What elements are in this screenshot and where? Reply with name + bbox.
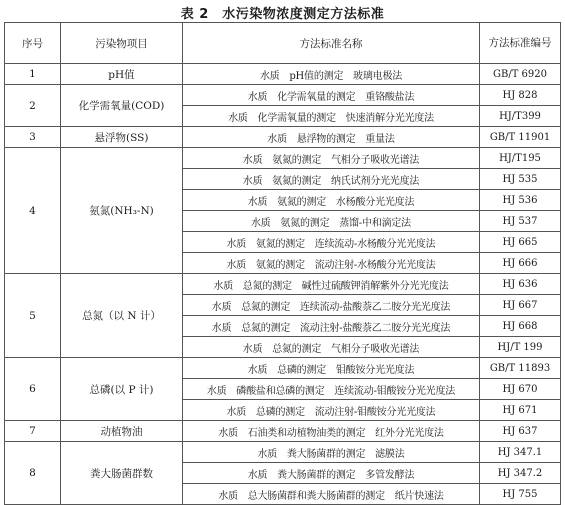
cell-method-name: 水质 悬浮物的测定 重量法 [183, 127, 480, 148]
cell-standard-number: HJ 671 [480, 400, 561, 421]
cell-method-name: 水质 总磷的测定 钼酸铵分光光度法 [183, 358, 480, 379]
cell-standard-number: GB/T 6920 [480, 64, 561, 85]
cell-method-name: 水质 粪大肠菌群的测定 多管发酵法 [183, 463, 480, 484]
table-row [5, 85, 561, 106]
table-row [5, 274, 561, 295]
cell-seq: 2 [5, 85, 61, 127]
cell-seq: 4 [5, 148, 61, 274]
header-seq: 序号 [5, 23, 61, 64]
cell-standard-number: GB/T 11893 [480, 358, 561, 379]
header-row [5, 23, 561, 64]
cell-seq: 1 [5, 64, 61, 85]
cell-standard-number: HJ 536 [480, 190, 561, 211]
cell-method-name: 水质 氨氮的测定 纳氏试剂分光光度法 [183, 169, 480, 190]
cell-standard-number: HJ 665 [480, 232, 561, 253]
cell-standard-number: HJ 636 [480, 274, 561, 295]
table-row [5, 64, 561, 85]
cell-standard-number: HJ/T195 [480, 148, 561, 169]
cell-standard-number: HJ 535 [480, 169, 561, 190]
cell-method-name: 水质 氨氮的测定 蒸馏-中和滴定法 [183, 211, 480, 232]
cell-method-name: 水质 氨氮的测定 连续流动-水杨酸分光光度法 [183, 232, 480, 253]
cell-method-name: 水质 总氮的测定 流动注射-盐酸萘乙二胺分光光度法 [183, 316, 480, 337]
cell-pollutant: 动植物油 [61, 421, 183, 442]
cell-standard-number: HJ 755 [480, 484, 561, 505]
cell-method-name: 水质 氨氮的测定 气相分子吸收光谱法 [183, 148, 480, 169]
cell-method-name: 水质 pH值的测定 玻璃电极法 [183, 64, 480, 85]
methods-table [4, 22, 561, 505]
table-row [5, 148, 561, 169]
cell-standard-number: HJ 670 [480, 379, 561, 400]
cell-method-name: 水质 磷酸盐和总磷的测定 连续流动-钼酸铵分光光度法 [183, 379, 480, 400]
cell-method-name: 水质 氨氮的测定 流动注射-水杨酸分光光度法 [183, 253, 480, 274]
header-item: 污染物项目 [61, 23, 183, 64]
table-row [5, 358, 561, 379]
cell-pollutant: 化学需氧量(COD) [61, 85, 183, 127]
cell-standard-number: HJ 667 [480, 295, 561, 316]
cell-method-name: 水质 总氮的测定 连续流动-盐酸萘乙二胺分光光度法 [183, 295, 480, 316]
cell-standard-number: HJ 537 [480, 211, 561, 232]
cell-standard-number: HJ 637 [480, 421, 561, 442]
cell-standard-number: HJ/T399 [480, 106, 561, 127]
cell-standard-number: HJ/T 199 [480, 337, 561, 358]
cell-pollutant: 悬浮物(SS) [61, 127, 183, 148]
cell-standard-number: HJ 347.1 [480, 442, 561, 463]
cell-method-name: 水质 石油类和动植物油类的测定 红外分光光度法 [183, 421, 480, 442]
cell-seq: 3 [5, 127, 61, 148]
table-caption: 表 2 水污染物浓度测定方法标准 [180, 7, 385, 22]
cell-pollutant: 粪大肠菌群数 [61, 442, 183, 505]
cell-pollutant: 总氮（以 N 计） [61, 274, 183, 358]
header-method: 方法标准名称 [183, 23, 480, 64]
cell-seq: 8 [5, 442, 61, 505]
cell-pollutant: pH值 [61, 64, 183, 85]
table-row [5, 421, 561, 442]
cell-standard-number: HJ 347.2 [480, 463, 561, 484]
cell-method-name: 水质 粪大肠菌群的测定 滤膜法 [183, 442, 480, 463]
cell-method-name: 水质 总大肠菌群和粪大肠菌群的测定 纸片快速法 [183, 484, 480, 505]
header-std: 方法标准编号 [480, 23, 561, 64]
cell-standard-number: GB/T 11901 [480, 127, 561, 148]
cell-method-name: 水质 总氮的测定 气相分子吸收光谱法 [183, 337, 480, 358]
cell-pollutant: 总磷(以 P 计) [61, 358, 183, 421]
cell-seq: 7 [5, 421, 61, 442]
cell-standard-number: HJ 828 [480, 85, 561, 106]
cell-method-name: 水质 总氮的测定 碱性过硫酸钾消解紫外分光光度法 [183, 274, 480, 295]
table-body [5, 64, 561, 505]
cell-method-name: 水质 氨氮的测定 水杨酸分光光度法 [183, 190, 480, 211]
cell-seq: 5 [5, 274, 61, 358]
cell-method-name: 水质 总磷的测定 流动注射-钼酸铵分光光度法 [183, 400, 480, 421]
table-row [5, 127, 561, 148]
cell-method-name: 水质 化学需氧量的测定 重铬酸盐法 [183, 85, 480, 106]
cell-pollutant: 氨氮(NH₃-N) [61, 148, 183, 274]
cell-method-name: 水质 化学需氧量的测定 快速消解分光光度法 [183, 106, 480, 127]
cell-standard-number: HJ 666 [480, 253, 561, 274]
table-row [5, 442, 561, 463]
cell-standard-number: HJ 668 [480, 316, 561, 337]
cell-seq: 6 [5, 358, 61, 421]
